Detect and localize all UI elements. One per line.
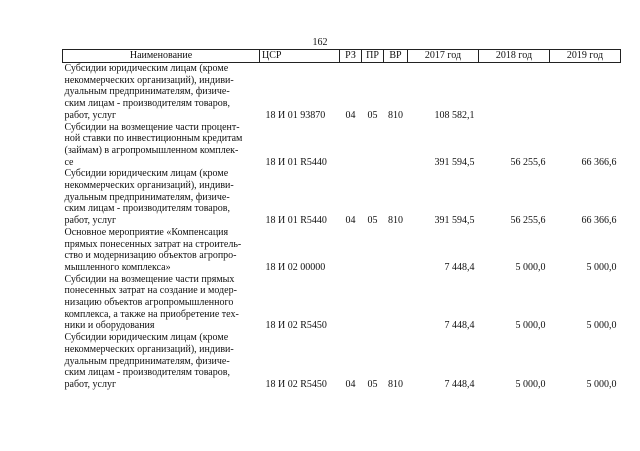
table-row: [63, 122, 621, 169]
row-value-2019: 5 000,0: [586, 378, 617, 390]
row-pr: [362, 122, 384, 169]
table-row: [63, 274, 621, 333]
header-rz: РЗ: [340, 50, 362, 63]
header-csr: ЦСР: [260, 50, 340, 63]
row-rz: [340, 274, 362, 333]
row-vr: 810: [388, 109, 403, 121]
row-value-2017: 391 594,5: [434, 156, 475, 168]
row-pr: 05: [367, 109, 378, 121]
row-name-cell: [63, 227, 260, 274]
row-name-line: некоммерческих организаций), индиви-: [64, 343, 234, 355]
row-name-line: ским лицам - производителям товаров,: [64, 98, 230, 110]
row-name-line: дуальным предпринимателям, физиче-: [64, 355, 230, 367]
row-value-2019: 5 000,0: [586, 261, 617, 273]
row-value-2018: 5 000,0: [515, 261, 546, 273]
row-name-line: Субсидии юридическим лицам (кроме: [64, 168, 229, 180]
row-name-line: (займам) в агропромышленном комплек-: [64, 144, 239, 156]
row-rz: 04: [345, 378, 356, 390]
row-name-line: работ, услуг: [64, 109, 117, 121]
row-name-line: понесенных затрат на создание и модер-: [64, 285, 237, 297]
row-name-line: мышленного комплекса»: [64, 261, 171, 273]
row-rz: [340, 227, 362, 274]
row-name-cell: [63, 63, 260, 122]
row-value-2017: 7 448,4: [444, 378, 475, 390]
row-value-2017: 108 582,1: [434, 109, 475, 121]
row-value-2018: 56 255,6: [510, 215, 546, 227]
header-name: Наименование: [63, 50, 260, 63]
row-value-2019: 66 366,6: [581, 156, 617, 168]
row-name-line: ной ставки по инвестиционным кредитам: [64, 133, 243, 145]
budget-table: [62, 49, 621, 391]
row-rz: 04: [345, 215, 356, 227]
row-value-2018: 5 000,0: [515, 320, 546, 332]
row-value-2019: 66 366,6: [581, 215, 617, 227]
row-name-line: прямых понесенных затрат на строитель-: [64, 238, 242, 250]
header-pr: ПР: [362, 50, 384, 63]
row-name-cell: [63, 122, 260, 169]
header-2019: 2019 год: [550, 50, 621, 63]
row-name-line: Субсидии юридическим лицам (кроме: [64, 332, 229, 344]
row-name-line: Субсидии юридическим лицам (кроме: [64, 63, 229, 74]
row-name-line: дуальным предпринимателям, физиче-: [64, 191, 230, 203]
row-csr: 18 И 02 R5450: [265, 320, 327, 332]
row-name-line: Основное мероприятие «Компенсация: [64, 226, 229, 238]
row-name-line: некоммерческих организаций), индиви-: [64, 74, 234, 86]
row-csr: 18 И 02 R5450: [265, 378, 327, 390]
row-pr: 05: [367, 378, 378, 390]
table-header-row: [63, 50, 621, 63]
row-value-2018: 5 000,0: [515, 378, 546, 390]
row-value-2018: 56 255,6: [510, 156, 546, 168]
row-csr: 18 И 01 93870: [265, 109, 326, 121]
row-name-cell: [63, 332, 260, 391]
row-csr: 18 И 01 R5440: [265, 156, 327, 168]
row-pr: 05: [367, 215, 378, 227]
row-name-line: дуальным предпринимателям, физиче-: [64, 86, 230, 98]
page-number: 162: [312, 37, 328, 48]
row-name-line: работ, услуг: [64, 215, 117, 227]
table-row: [63, 63, 621, 122]
row-vr: 810: [388, 215, 403, 227]
table-row: [63, 168, 621, 227]
row-value-2019: 5 000,0: [586, 320, 617, 332]
row-value-2017: 391 594,5: [434, 215, 475, 227]
row-name-line: некоммерческих организаций), индиви-: [64, 180, 234, 192]
row-rz: 04: [345, 109, 356, 121]
row-pr: [362, 227, 384, 274]
row-csr: 18 И 02 00000: [265, 261, 326, 273]
row-name-line: комплекса, а также на приобретение тех-: [64, 308, 239, 320]
row-name-line: Субсидии на возмещение части прямых: [64, 273, 235, 285]
row-name-line: Субсидии на возмещение части процент-: [64, 121, 240, 133]
row-value-2019: [550, 63, 621, 122]
header-vr: ВР: [384, 50, 408, 63]
table-row: [63, 227, 621, 274]
row-vr: [384, 122, 408, 169]
table-row: [63, 332, 621, 391]
row-pr: [362, 274, 384, 333]
row-rz: [340, 122, 362, 169]
row-value-2017: 7 448,4: [444, 261, 475, 273]
row-name-cell: [63, 168, 260, 227]
row-name-line: ским лицам - производителям товаров,: [64, 203, 230, 215]
row-name-line: ским лицам - производителям товаров,: [64, 367, 230, 379]
row-vr: [384, 274, 408, 333]
header-2018: 2018 год: [479, 50, 550, 63]
header-2017: 2017 год: [408, 50, 479, 63]
row-vr: [384, 227, 408, 274]
row-name-line: низацию объектов агропромышленного: [64, 297, 234, 309]
row-name-line: ники и оборудования: [64, 320, 155, 332]
row-value-2017: 7 448,4: [444, 320, 475, 332]
row-name-cell: [63, 274, 260, 333]
row-vr: 810: [388, 378, 403, 390]
row-name-line: ство и модернизацию объектов агропро-: [64, 250, 237, 262]
row-value-2018: [479, 63, 550, 122]
row-csr: 18 И 01 R5440: [265, 215, 327, 227]
row-name-line: се: [64, 156, 74, 168]
row-name-line: работ, услуг: [64, 378, 117, 390]
